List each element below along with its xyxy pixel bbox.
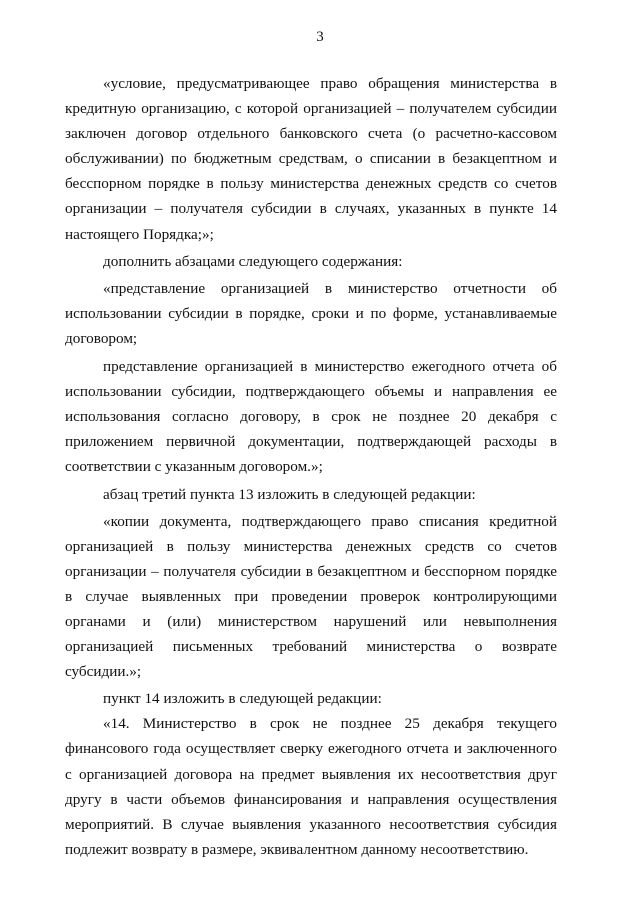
paragraph-condition-clause: «условие, предусматривающее право обращения министерства в кредитную организацию, с которой организацией – получателем субсидии заключен договор отдельного банковского счета (о расчетно-кассовом обслуживании) по бюджетным средствам, о списании в безакцептном и бесспорном порядке в пользу министерства денежных средств со счетов организации – получателя субсидии в случаях, указанных в пункте 14 настоящего Порядка;»; [65, 75, 557, 243]
paragraph-document-copies: «копии документа, подтверждающего право списания кредитной организацией в пользу министерства денежных средств со счетов организации – получателя субсидии в безакцептном и бесспорном порядке в случае выявленных при проведении проверок контролирующими органами и (или) министерством нарушений или невыполнения организацией письменных требований министерства о возврате субсидии.»; [65, 512, 557, 681]
paragraph-reporting-requirement: «представление организацией в министерство отчетности об использовании субсидии в порядке, сроки и по форме, устанавливаемые договором; [65, 279, 557, 347]
document-body [65, 71, 557, 862]
paragraph-amend-item-13: абзац третий пункта 13 изложить в следующей редакции: [103, 485, 476, 503]
paragraph-item-14-text: «14. Министерство в срок не позднее 25 декабря текущего финансового года осуществляет сверку ежегодного отчета и заключенного с организацией договора на предмет выявления их несоответствия друг другу в части объемов финансирования и направления осуществления мероприятий. В случае выявления указанного несоответствия субсидия подлежит возврату в размере, эквивалентном данному несоответствию. [65, 715, 557, 858]
paragraph-supplement-instruction: дополнить абзацами следующего содержания: [103, 252, 403, 270]
paragraph-annual-report: представление организацией в министерство ежегодного отчета об использовании субсидии, подтверждающего объемы и направления ее использования согласно договору, в срок не позднее 20 декабря с приложением первичной документации, подтверждающей расходы в соответствии с указанным договором.»; [65, 358, 557, 476]
page-number: 3 [316, 29, 324, 45]
paragraph-amend-item-14: пункт 14 изложить в следующей редакции: [103, 690, 382, 708]
